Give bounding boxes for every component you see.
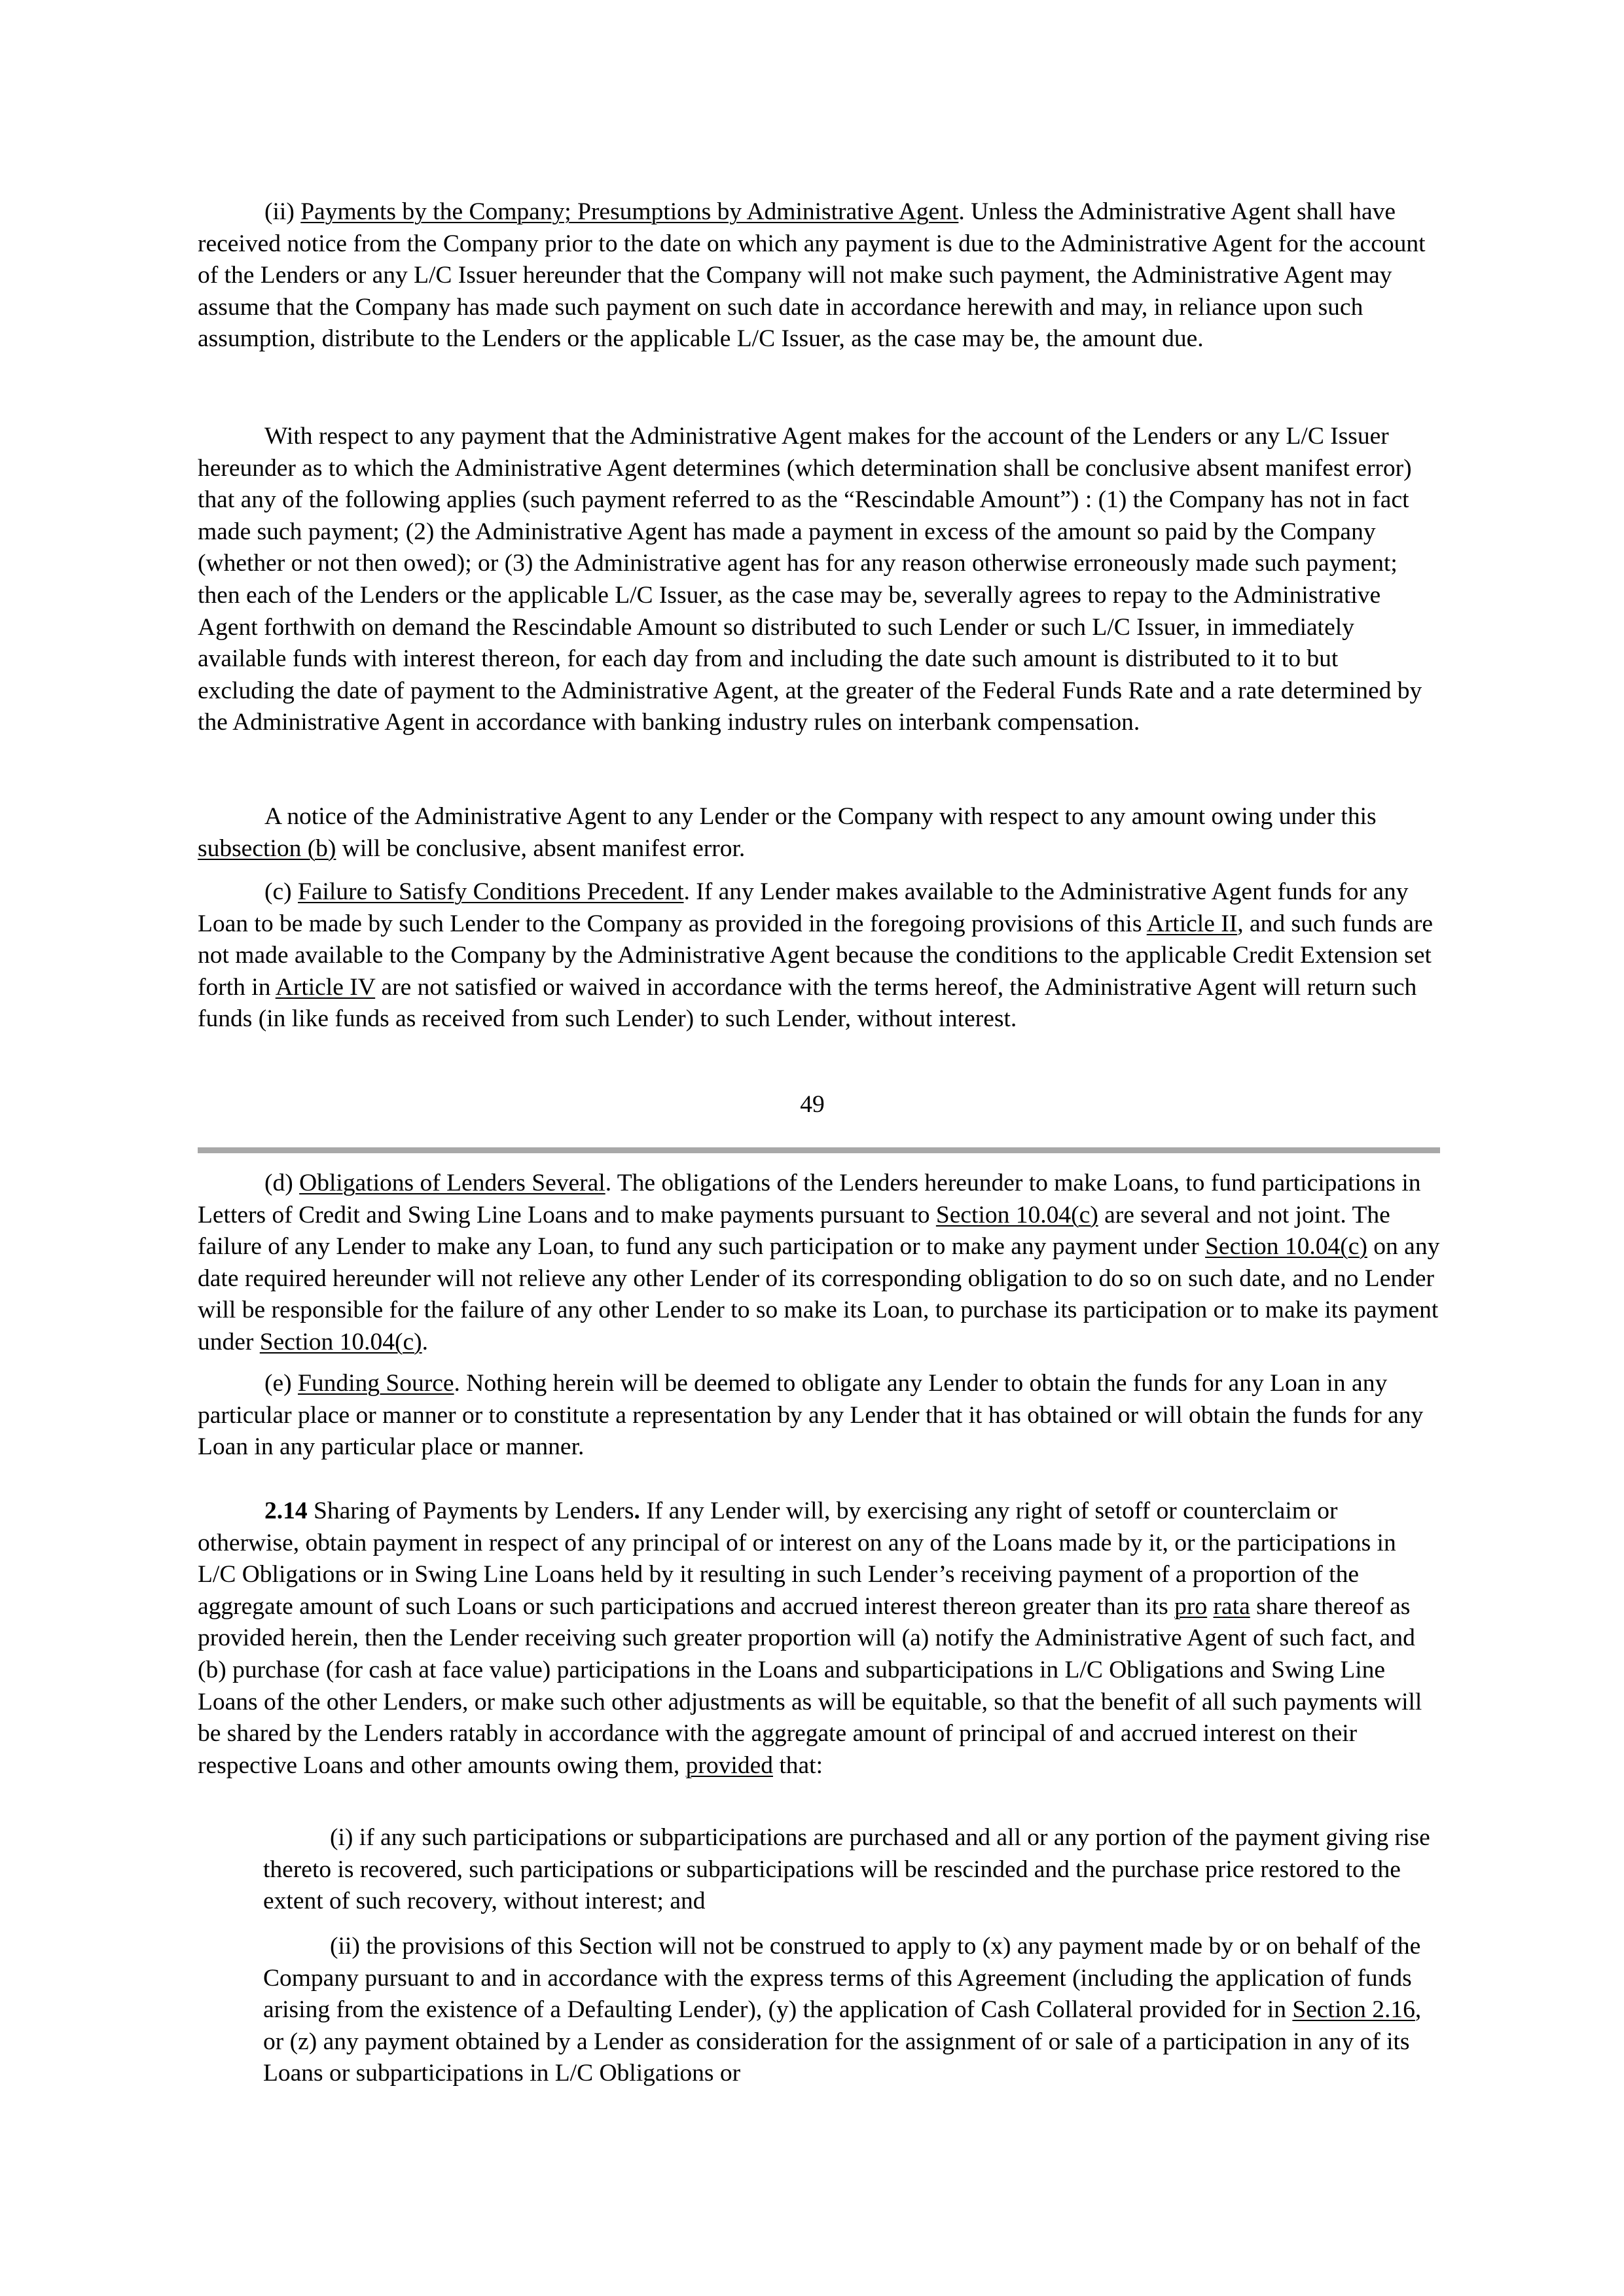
subclause-body: (i) if any such participations or subparticipations are purchased and all or any portion of the payment giving rise thereto is recovered, such participations or subparticipations will be rescinded and the purchase price restored to the extent of such recovery, without interest; and <box>263 1824 1430 1915</box>
section-10-04c-reference: Section 10.04(c) <box>259 1328 422 1355</box>
section-title: Sharing of Payments by Lenders <box>307 1498 634 1524</box>
clause-body: . The obligations of the Lenders hereunder to make Loans, to fund participations in Letters of Credit and Swing Line Loans and to make payments pursuant to <box>198 1170 1421 1229</box>
clause-heading: Funding Source <box>298 1370 454 1397</box>
paragraph-body: will be conclusive, absent manifest error. <box>336 834 746 862</box>
section-10-04c-reference: Section 10.04(c) <box>1205 1233 1367 1261</box>
section-2-14-sharing-of-payments <box>198 1496 1440 1782</box>
clause-body: are not satisfied or waived in accordance with the terms hereof, the Administrative Agent will return such funds (in like funds as received from such Lender) to such Lender, without interest. <box>198 973 1417 1033</box>
pro-term: pro <box>1174 1592 1208 1620</box>
subclause-ii-exclusions <box>263 1931 1440 2090</box>
paragraph-rescindable-amount <box>198 421 1440 739</box>
clause-body: . <box>422 1328 428 1355</box>
paragraph-body: With respect to any payment that the Administrative Agent makes for the account of the Lenders or any L/C Issuer hereunder as to which the Administrative Agent determines (which determination shall be conclusive absent manifest error) that any of the following applies (such payment referred to as the “Rescindable Amount”) : (1) the Company has not in fact made such payment; (2) the Administrative Agent has made a payment in excess of the amount so paid by the Company (whether or not then owed); or (3) the Administrative agent has for any reason otherwise erroneously made such payment; then each of the Lenders or the applicable L/C Issuer, as the case may be, severally agrees to repay to the Administrative Agent forthwith on demand the Rescindable Amount so distributed to such Lender or such L/C Issuer, in immediately available funds with interest thereon, for each day from and including the date such amount is distributed to it to but excluding the date of payment to the Administrative Agent, at the greater of the Federal Funds Rate and a rate determined by the Administrative Agent in accordance with banking industry rules on interbank compensation. <box>198 423 1422 736</box>
clause-body: are several and not joint. The failure of any Lender to make any Loan, to fund any such participation or to make any payment under <box>198 1201 1390 1261</box>
paragraph-payments-by-company <box>198 196 1440 355</box>
clause-body: . Unless the Administrative Agent shall have received notice from the Company prior to the date on which any payment is due to the Administrative Agent for the account of the Lenders or any L/C Issuer hereunder that the Company will not make such payment, the Administrative Agent may assume that the Company has made such payment on such date in accordance herewith and may, in reliance upon such assumption, distribute to the Lenders or the applicable L/C Issuer, as the case may be, the amount due. <box>198 198 1426 353</box>
subclause-body: (ii) the provisions of this Section will not be construed to apply to (x) any payment made by or on behalf of the Company pursuant to and in accordance with the express terms of this Agreement (including the application of funds arising from the existence of a Defaulting Lender), (y) the application of Cash Collateral provided for in <box>263 1933 1421 2024</box>
clause-heading: Obligations of Lenders Several <box>299 1170 605 1196</box>
rata-term: rata <box>1213 1592 1250 1620</box>
clause-body: , and such funds are not made available to the Company by the Administrative Agent because the conditions to the applicable Credit Extension set forth in <box>198 910 1434 1001</box>
article-ii-reference: Article II <box>1146 910 1238 937</box>
subsection-b-reference: subsection (b) <box>198 834 336 862</box>
section-title-period: . <box>634 1498 640 1524</box>
provided-term: provided <box>685 1751 773 1779</box>
paragraph-body: A notice of the Administrative Agent to any Lender or the Company with respect to any amount owing under this <box>264 803 1377 830</box>
clause-number: (ii) <box>264 198 301 225</box>
clause-body: on any date required hereunder will not relieve any other Lender of its corresponding obligation to do so on such date, and no Lender will be responsible for the failure of any other Lender to so make its Loan, to purchase its participation or to make its payment under <box>198 1233 1440 1355</box>
section-body: that: <box>772 1751 823 1779</box>
article-iv-reference: Article IV <box>275 973 376 1001</box>
clause-number: (d) <box>264 1170 300 1196</box>
subclause-body: , or (z) any payment obtained by a Lender as consideration for the assignment of or sale of a participation in any of its Loans or subparticipations in L/C Obligations or <box>263 1996 1422 2087</box>
subclause-i-rescinded-participations <box>263 1822 1440 1918</box>
paragraph-funding-source <box>198 1368 1440 1463</box>
page-number: 49 <box>800 1091 825 1118</box>
clause-body: . Nothing herein will be deemed to obligate any Lender to obtain the funds for any Loan in any particular place or manner or to constitute a representation by any Lender that it has obtained or will obtain the funds for any Loan in any particular place or manner. <box>198 1370 1424 1461</box>
paragraph-obligations-several <box>198 1168 1440 1359</box>
clause-number: (e) <box>264 1370 298 1397</box>
section-number: 2.14 <box>264 1498 308 1524</box>
section-body: If any Lender will, by exercising any right of setoff or counterclaim or otherwise, obtain payment in respect of any principal of or interest on any of the Loans made by it, or the participations in L/C Obligations or in Swing Line Loans held by it resulting in such Lender’s receiving payment of a proportion of the aggregate amount of such Loans or such participations and accrued interest thereon greater than its <box>198 1498 1396 1620</box>
page-divider <box>198 1147 1440 1153</box>
clause-heading: Payments by the Company; Presumptions by Administrative Agent <box>300 198 959 225</box>
paragraph-notice <box>198 801 1440 865</box>
section-body: share thereof as provided herein, then the Lender receiving such greater proportion will (a) notify the Administrative Agent of such fact, and (b) purchase (for cash at face value) participations in the Loans and subparticipations in L/C Obligations and Swing Line Loans of the other Lenders, or make such other adjustments as will be equitable, so that the benefit of all such payments will be shared by the Lenders ratably in accordance with the aggregate amount of principal of and accrued interest on their respective Loans and other amounts owing them, <box>198 1592 1422 1779</box>
section-10-04c-reference: Section 10.04(c) <box>935 1201 1098 1229</box>
clause-number: (c) <box>264 878 298 905</box>
word-space <box>1207 1593 1213 1620</box>
clause-heading: Failure to Satisfy Conditions Precedent <box>298 878 684 905</box>
paragraph-failure-conditions-precedent <box>198 876 1440 1035</box>
clause-body: . If any Lender makes available to the Administrative Agent funds for any Loan to be made by such Lender to the Company as provided in the foregoing provisions of this <box>198 878 1409 937</box>
section-2-16-reference: Section 2.16 <box>1292 1996 1415 2024</box>
